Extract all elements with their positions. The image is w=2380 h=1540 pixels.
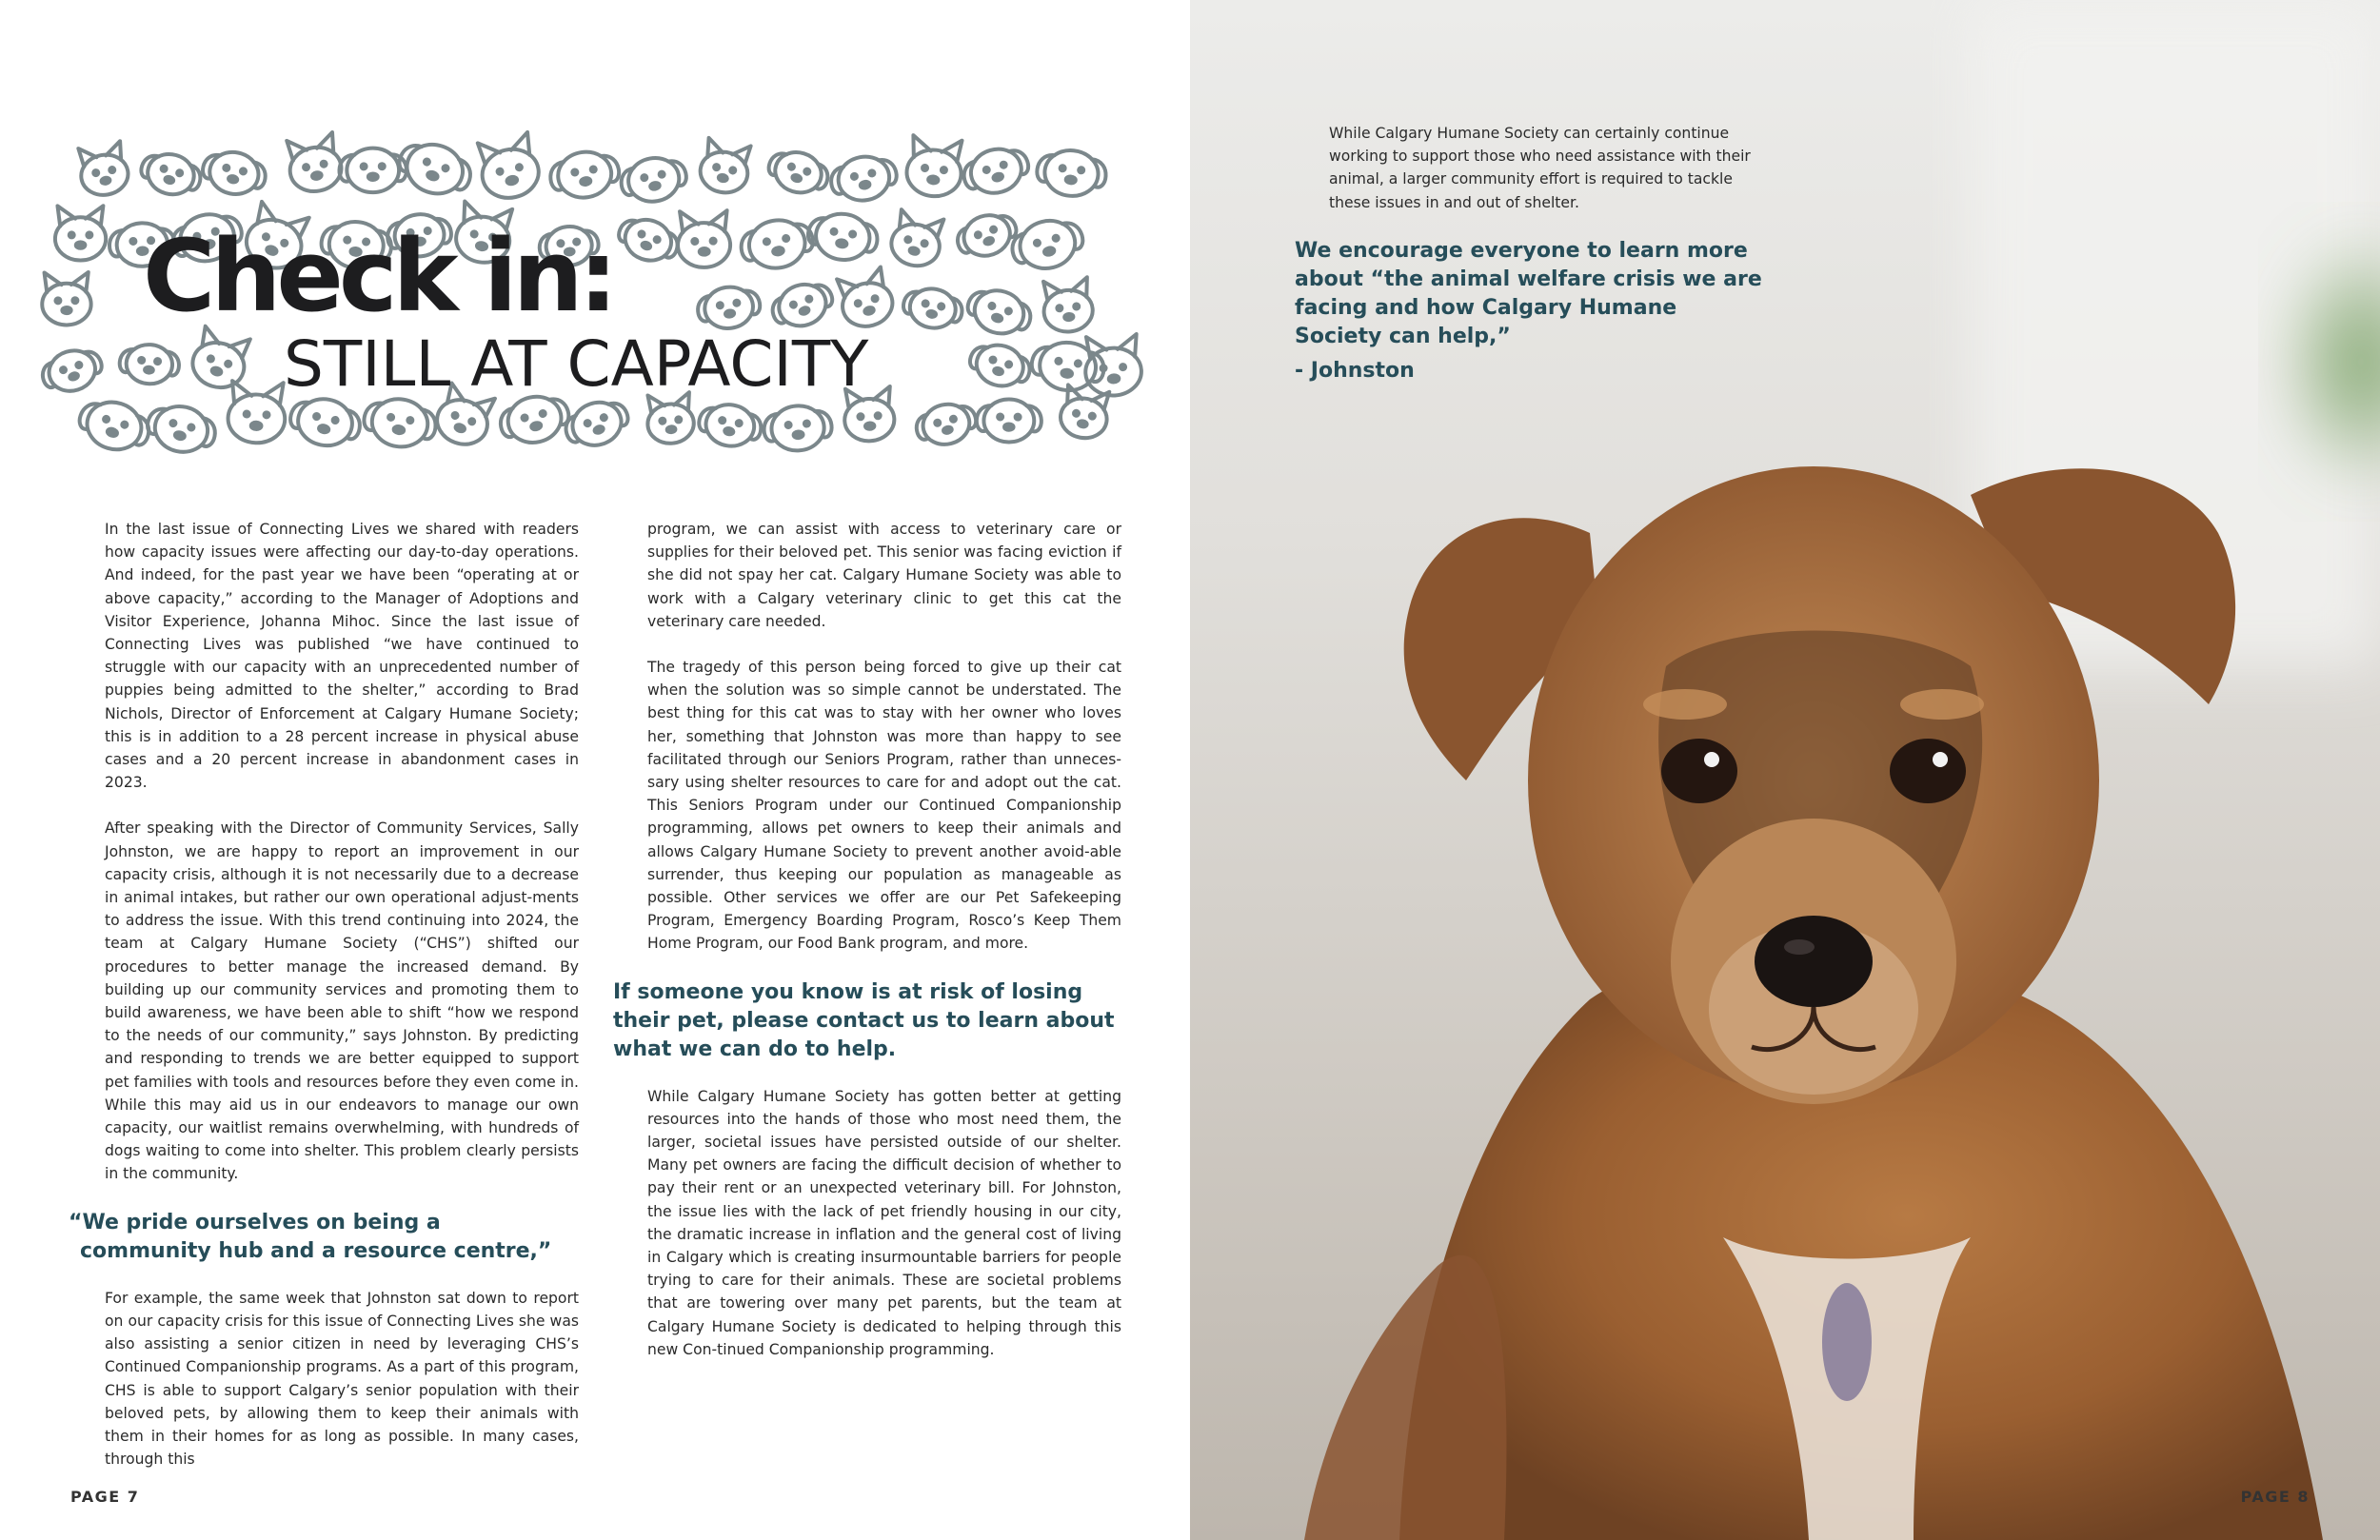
dog-face-doodle [827, 151, 900, 207]
dog-face-doodle [959, 141, 1034, 201]
dog-face-doodle [912, 398, 980, 450]
dog-face-doodle [42, 272, 91, 326]
quote-attribution: - Johnston [1295, 358, 1415, 383]
dog-face-doodle [766, 276, 838, 335]
paragraph: For example, the same week that Johnston sat down to report on our capacity crisis for this issue of Connecting Lives she was also assisting a senior citizen in need by leveraging CHS’s Continued Companionship programs. As a part of this program, CHS is able to support Calgary’s senior population with their beloved pets, by allowing them to keep their animals with them in their homes for as long as possible. In many cases, through this [105, 1289, 579, 1469]
dog-face-doodle [475, 131, 544, 203]
dog-face-doodle [677, 210, 730, 267]
dog-face-doodle [738, 215, 817, 274]
dog-face-doodle [952, 207, 1021, 264]
dog-face-doodle [118, 343, 180, 385]
dog-face-doodle [143, 400, 220, 459]
dog-face-doodle [901, 284, 965, 332]
section-callout-heading: If someone you know is at risk of losing their pet, please contact us to learn about what we can do to help. [613, 979, 1115, 1061]
dog-face-doodle [697, 137, 753, 196]
right-page [1190, 0, 2380, 1540]
dog-face-doodle [188, 326, 253, 393]
paragraph: While Calgary Humane Society has gotten better at getting resources into the hands of those who most need them, the larger, societal issues have persisted outside of our shelter. Many pet owners are facing the difficult decision of whether to pay their rent or an unexpected veterinary bill. For Johnston, the issue lies with the lack of pet friendly housing in our city, the dramatic increase in inflation and the general cost of living in Calgary which is creating insurmountable barriers for people trying to care for their animals. These are societal problems that are towering over many pet parents, but the team at Calgary Humane Society is dedicated to helping through this new Con-tinued Companionship programming. [647, 1087, 1121, 1358]
dog-face-doodle [763, 404, 833, 453]
dog-face-doodle [560, 394, 633, 454]
dog-face-doodle [764, 145, 832, 200]
dog-face-doodle [835, 267, 898, 332]
dog-face-doodle [393, 134, 478, 203]
dog-face-doodle [1041, 277, 1094, 334]
dog-face-doodle [1035, 147, 1108, 199]
pull-quote-line: “We pride ourselves on being a [69, 1210, 441, 1234]
dog-face-doodle [613, 211, 684, 269]
text-column-2 [613, 518, 1121, 1361]
dog-face-doodle [137, 148, 206, 202]
dog-face-doodle [965, 338, 1035, 393]
article-subtitle: STILL AT CAPACITY [284, 327, 869, 401]
dog-face-doodle [1058, 385, 1112, 442]
dog-face-doodle [199, 147, 269, 200]
text-column-1 [69, 518, 579, 1471]
dog-face-doodle [38, 343, 107, 399]
dog-face-doodle [695, 283, 763, 332]
right-page-text [1295, 122, 1771, 385]
dog-face-doodle [904, 135, 964, 199]
dog-face-doodle [962, 283, 1036, 342]
dog-face-doodle [547, 148, 623, 203]
page-number: PAGE 8 [2240, 1488, 2310, 1506]
dog-face-doodle [805, 209, 881, 265]
dog-face-doodle [287, 393, 365, 452]
paragraph: program, we can assist with access to veterinary care or supplies for their beloved pet. This senior was facing eviction if she did not spay her cat. Calgary Humane Society was able to work with a Calgary veterinary clinic to get this cat the veterinary care needed. [647, 521, 1121, 630]
paragraph: After speaking with the Director of Community Services, Sally Johnston, we are happy to report an improvement in our capacity crisis, although it is not necessarily due to a decrease in animal intakes, but rather our own operational adjust-ments to address the issue. With this trend continuing into 2024, the team at Calgary Humane Society (“CHS”) shifted our procedures to better manage the increased demand. By building up our community services and promoting them to build awareness, we have been able to shift “how we respond to the needs of our community,” says Johnston. By predicting and responding to trends we are better equipped to support pet families with tools and resources before they even come in. While this may aid us in our endeavors to manage our own capacity, our waitlist remains overwhelming, with hundreds of dogs waiting to come into shelter. This problem clearly persists in the community. [105, 819, 579, 1183]
dog-face-doodle [74, 393, 155, 458]
paragraph: In the last issue of Connecting Lives we shared with readers how capacity issues were affecting our day-to-day operations. And indeed, for the past year we have been “operating at or above capacity,” according to the Manager of Adoptions and Visitor Experience, Johanna Mihoc. Since the last issue of Connecting Lives was published “we have continued to struggle with our capacity with an unprecedented number of puppies being admitted to the shelter,” according to Brad Nichols, Director of Enforcement at Calgary Humane Society; this is in addition to a 28 percent increase in physical abuse cases and a 20 percent increase in abandonment cases in 2023. [105, 521, 579, 792]
pull-quote [69, 1209, 579, 1266]
paragraph: While Calgary Humane Society can certainly continue working to support those who need assistance with their animal, a larger community effort is required to tackle these issues in and out of shelter. [1329, 125, 1751, 211]
dog-face-doodle [618, 152, 690, 207]
dog-face-doodle [285, 131, 346, 195]
dog-face-doodle [1007, 213, 1088, 276]
article-title: Check in: [143, 218, 614, 334]
dog-face-doodle [361, 394, 439, 452]
paragraph: The tragedy of this person being forced to give up their cat when the solution was so simple cannot be understated. The best thing for this cat was to stay with her owner who loves her, something that Johnston was more than happy to see facilitated through our Seniors Program, rather than unneces-sary using shelter resources to care for and adopt out the cat. This Seniors Program under our Continued Companionship programming, allows pet owners to keep their animals and allows Calgary Humane Society to prevent another avoid-able surrender, thus keeping our population as manageable as possible. Other services we offer are our Pet Safekeeping Program, Emergency Boarding Program, Rosco’s Keep Them Home Program, our Food Bank program, and more. [647, 659, 1121, 953]
pull-quote-line: community hub and a resource centre,” [80, 1238, 552, 1263]
dog-face-doodle [1083, 334, 1142, 397]
dog-face-doodle [887, 209, 946, 271]
page-number: PAGE 7 [70, 1488, 140, 1506]
pull-quote: We encourage everyone to learn more about “the animal welfare crisis we are facing and how Calgary Humane Society can help,” [1295, 238, 1762, 348]
dog-face-doodle [339, 148, 407, 192]
dog-face-doodle [977, 399, 1041, 442]
dog-face-doodle [228, 381, 287, 444]
dog-face-doodle [55, 206, 106, 260]
dog-face-doodle [76, 141, 131, 199]
dog-face-doodle [696, 400, 764, 450]
